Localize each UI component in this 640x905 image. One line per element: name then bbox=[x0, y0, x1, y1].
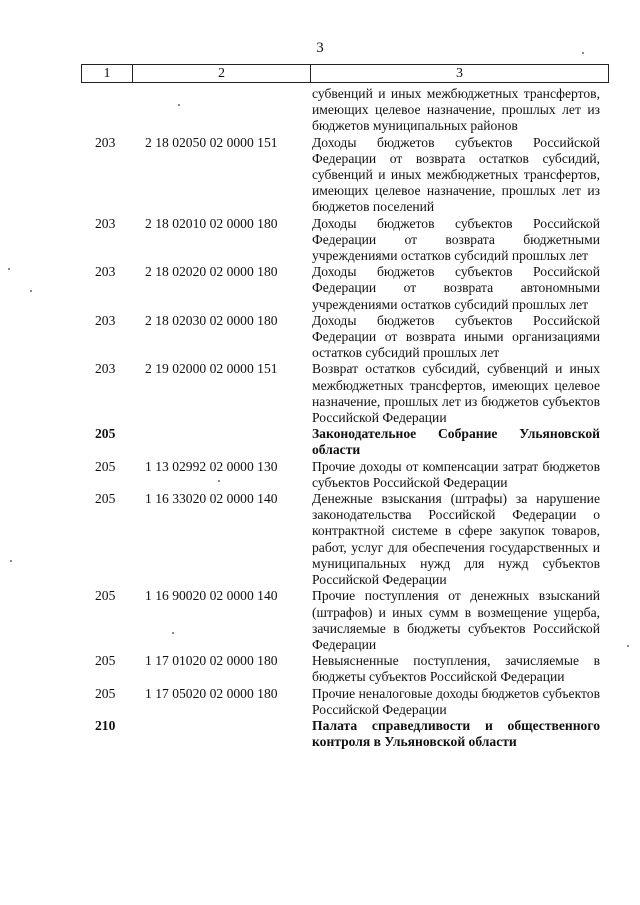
table-row bbox=[0, 135, 640, 216]
table-row bbox=[0, 686, 640, 718]
income-description: Прочие доходы от компенсации затрат бюджетов субъектов Российской Федерации bbox=[312, 458, 600, 490]
scan-speck bbox=[178, 104, 180, 106]
scan-speck bbox=[8, 268, 10, 270]
income-description: Прочие неналоговые доходы бюджетов субъектов Российской Федерации bbox=[312, 685, 600, 717]
budget-code: 1 16 90020 02 0000 140 bbox=[145, 588, 278, 604]
table-body bbox=[0, 86, 640, 750]
table-row bbox=[0, 361, 640, 426]
budget-code: 1 17 05020 02 0000 180 bbox=[145, 685, 278, 701]
admin-code: 203 bbox=[95, 361, 116, 377]
admin-code: 205 bbox=[95, 685, 116, 701]
income-description: Прочие поступления от денежных взысканий (штрафов) и иных сумм в возмещение ущерба, зачисляемые в бюджеты субъектов Российской Федерации bbox=[312, 588, 600, 652]
table-row bbox=[0, 313, 640, 362]
scan-speck bbox=[30, 290, 32, 292]
table-row bbox=[0, 459, 640, 491]
income-description: Доходы бюджетов субъектов Российской Федерации от возврата остатков субсидий, субвенций и иных межбюджетных трансфертов, имеющих целевое назначение, прошлых лет из бюджетов поселений bbox=[312, 134, 600, 215]
budget-code: 1 17 01020 02 0000 180 bbox=[145, 653, 278, 669]
budget-code: 2 18 02050 02 0000 151 bbox=[145, 134, 278, 150]
admin-code: 205 bbox=[95, 491, 116, 507]
table-row bbox=[0, 588, 640, 653]
income-description: Доходы бюджетов субъектов Российской Федерации от возврата бюджетными учреждениями остатков субсидий прошлых лет bbox=[312, 215, 600, 264]
admin-code: 203 bbox=[95, 312, 116, 328]
budget-code: 2 18 02020 02 0000 180 bbox=[145, 264, 278, 280]
table-row bbox=[0, 426, 640, 458]
budget-code: 2 18 02010 02 0000 180 bbox=[145, 215, 278, 231]
table-row bbox=[0, 264, 640, 313]
scan-speck bbox=[172, 632, 174, 634]
header-col-1: 1 bbox=[82, 65, 133, 82]
admin-code: 203 bbox=[95, 134, 116, 150]
table-row bbox=[0, 653, 640, 685]
income-description: Невыясненные поступления, зачисляемые в бюджеты субъектов Российской Федерации bbox=[312, 653, 600, 685]
income-description: Доходы бюджетов субъектов Российской Федерации от возврата автономными учреждениями остатков субсидий прошлых лет bbox=[312, 264, 600, 312]
budget-code: 1 13 02992 02 0000 130 bbox=[145, 458, 278, 474]
admin-code: 203 bbox=[95, 215, 116, 231]
income-description: Денежные взыскания (штрафы) за нарушение законодательства Российской Федерации о контрактной системе в сфере закупок товаров, работ, услуг для обеспечения государственных и муниципальных нужд для нужд субъектов Российской Федерации bbox=[312, 491, 600, 588]
income-description: субвенций и иных межбюджетных трансфертов, имеющих целевое назначение, прошлых лет из бюджетов муниципальных районов bbox=[312, 86, 600, 134]
budget-code: 2 18 02030 02 0000 180 bbox=[145, 312, 278, 328]
admin-code: 205 bbox=[95, 426, 116, 442]
income-description: Палата справедливости и общественного контроля в Ульяновской области bbox=[312, 717, 600, 750]
admin-code: 210 bbox=[95, 717, 116, 733]
header-col-3: 3 bbox=[456, 65, 463, 81]
header-col-2: 2 bbox=[133, 65, 311, 82]
budget-code: 2 19 02000 02 0000 151 bbox=[145, 361, 278, 377]
admin-code: 203 bbox=[95, 264, 116, 280]
scan-speck bbox=[627, 645, 629, 647]
budget-code: 1 16 33020 02 0000 140 bbox=[145, 491, 278, 507]
income-description: Доходы бюджетов субъектов Российской Федерации от возврата иными организациями остатков субсидий прошлых лет bbox=[312, 312, 600, 361]
admin-code: 205 bbox=[95, 653, 116, 669]
scan-speck bbox=[10, 560, 12, 562]
income-description: Законодательное Собрание Ульяновской области bbox=[312, 426, 600, 458]
scan-speck bbox=[218, 480, 220, 482]
table-row bbox=[0, 718, 640, 750]
table-header bbox=[81, 64, 609, 83]
table-row bbox=[0, 491, 640, 588]
admin-code: 205 bbox=[95, 458, 116, 474]
scan-speck bbox=[582, 52, 584, 54]
table-row bbox=[0, 86, 640, 135]
admin-code: 205 bbox=[95, 588, 116, 604]
income-description: Возврат остатков субсидий, субвенций и иных межбюджетных трансфертов, имеющих целевое назначение, прошлых лет из бюджетов субъектов Российской Федерации bbox=[312, 361, 600, 426]
table-row bbox=[0, 216, 640, 265]
page-number: 3 bbox=[316, 40, 324, 56]
